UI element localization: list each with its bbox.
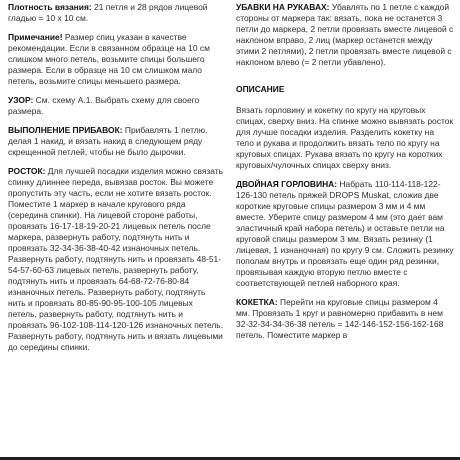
neck-heading: ДВОЙНАЯ ГОРЛОВИНА: [236, 179, 338, 189]
pattern-paragraph [8, 95, 224, 117]
increase-heading: ВЫПОЛНЕНИЕ ПРИБАВОК: [8, 125, 123, 135]
decrease-text: Убавлять по 1 петле с каждой стороны от маркера так: вязать, пока не останется 3 петли до маркера, 2 петли провязать вместе лицевой с наклоном вправо, 2 лиц (маркер останется между этими 2 петлями), 2 петли провязать вместе лицевой с наклоном влево (= 2 петли убавлено). [236, 2, 454, 67]
growth-heading: РОСТОК: [8, 166, 46, 176]
yoke-paragraph [236, 297, 454, 341]
pattern-heading: УЗОР: [8, 95, 34, 105]
gauge-text: 21 петля и 28 рядов лицевой гладью = 10 x 10 см. [8, 2, 208, 23]
pattern-text: См. схему A.1. Выбрать схему для своего размера. [8, 95, 200, 116]
gauge-heading: Плотность вязания: [8, 2, 92, 12]
neck-text: Набрать 110-114-118-122-126-130 петель пряжей DROPS Muskat, сложив две короткие круговые спицы размером 3 мм и 4 мм вместе. Уберите спицу размером 4 мм (это дает вам эластичный край набора петель) и оставьте петли на круговой спицы размером 3 мм. Вязать резинку (1 лицевая, 1 изнаночная) по кругу 9 см. Сложить резинку пополам внутрь и провязать еще один ряд резинки, провязывая каждую вторую петлю вместе с соответствующей петлей наборного края. [236, 179, 454, 288]
growth-text: Для лучшей посадки изделия можно связать спинку длиннее переда, вывязав росток. Вы можете пропустить эту часть, если не хотите вязать росток. Поместите 1 маркер в начале кругового ряда (середина спинки). На лицевой стороне работы, провязать 16-17-18-19-20-21 лицевых петель после маркера, развернуть работу, подтянуть нить и провязать 32-34-36-38-40-42 изнаночных петель. Развернуть работу, подтянуть нить и провязать 48-51-54-57-60-63 лицевых петель, развернуть работу, подтянуть нить и провязать 64-68-72-76-80-84 изнаночных петель. Развернуть работу, подтянуть нить и провязать 80-85-90-95-100-105 лицевых петель, развернуть работу, подтянуть нить и провязать 96-102-108-114-120-126 изнаночных петель. Развернуть работу, подтянуть нить и вязать лицевыми до середины спинки. [8, 166, 224, 352]
neck-paragraph [236, 179, 454, 289]
yoke-text: Перейти на круговые спицы размером 4 мм. Провязать 1 круг и равномерно прибавить в нем 32-32-34-34-36-38 петель = 142-146-152-156-162-168 петель. Поместите маркер в [236, 297, 444, 340]
description-heading: ОПИСАНИЕ [236, 84, 285, 94]
note-text: Размер спиц указан в качестве рекомендации. Если в связанном образце на 10 см слишком много петель, возьмите спицы большего размера. Если в образце на 10 см слишком мало петель, возьмите спицы меньшего размера. [8, 32, 210, 86]
left-column [8, 2, 224, 361]
note-heading: Примечание! [8, 32, 63, 42]
note-paragraph [8, 32, 224, 87]
growth-paragraph [8, 166, 224, 353]
gauge-paragraph [8, 2, 224, 24]
decrease-heading: УБАВКИ НА РУКАВАХ: [236, 2, 330, 12]
right-column [236, 2, 454, 349]
yoke-heading: КОКЕТКА: [236, 297, 278, 307]
increase-paragraph [8, 125, 224, 158]
decrease-paragraph [236, 2, 454, 68]
increase-text: Прибавлять 1 петлю, делая 1 накид, и вязать накид в следующем ряду скрещенной петлей, чтобы не было дырочки. [8, 125, 208, 157]
intro-paragraph: Вязать горловину и кокетку по кругу на круговых спицах, сверху вниз. На спинке можно вывязать росток для лучше посадки изделия. Разделить кокетку на тело и рукава и продолжить вязать тело по кругу на круговых спицах. Рукава вязать по кругу на коротких круговых/чулочных спицах сверху вниз. [236, 105, 454, 170]
